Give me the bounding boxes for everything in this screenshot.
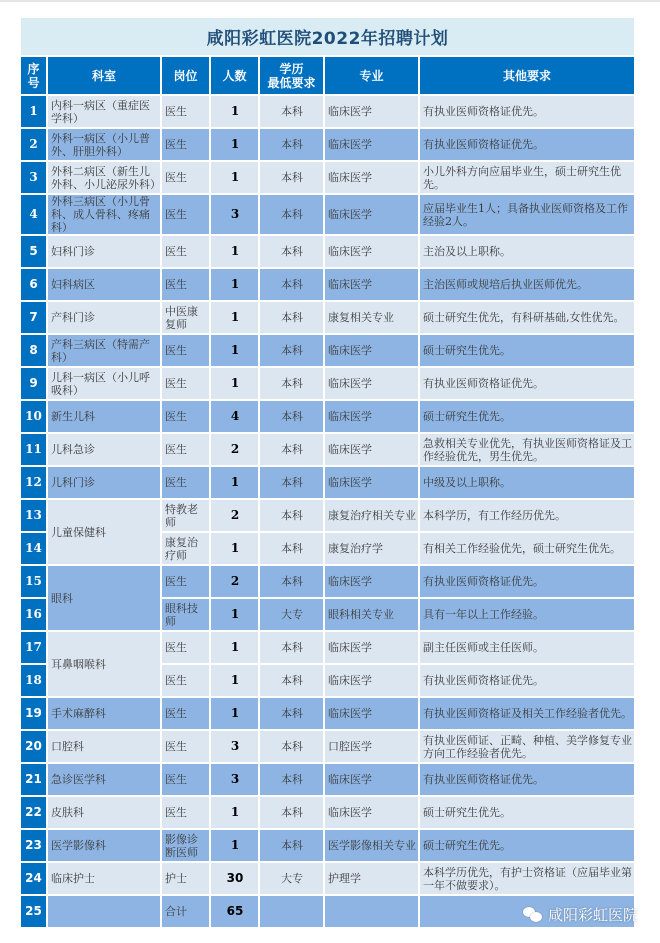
cell-count: 1 [211, 162, 258, 193]
cell-post: 护士 [162, 863, 209, 894]
row-index: 18 [21, 665, 46, 696]
table-row [21, 764, 634, 795]
cell-post: 医生 [162, 467, 209, 498]
cell-major: 临床医学 [325, 698, 418, 729]
header-edu-line2: 最低要求 [267, 75, 316, 90]
cell-other: 有相关工作经验优先，硕士研究生优先。 [420, 533, 634, 564]
cell-other: 具有一年以上工作经验。 [420, 599, 634, 630]
table-row [21, 863, 634, 894]
cell-other: 有执业医师资格证优先。 [420, 566, 634, 597]
cell-edu: 本科 [260, 632, 323, 663]
cell-other: 有执业医师资格证优先。 [420, 96, 634, 127]
cell-dept: 外科三病区（小儿骨科、成人骨科、疼痛科） [48, 195, 160, 234]
row-index: 2 [21, 129, 46, 160]
recruitment-plan-sheet [21, 18, 634, 929]
cell-dept: 产科门诊 [48, 302, 160, 333]
cell-edu: 本科 [260, 236, 323, 267]
cell-edu: 本科 [260, 665, 323, 696]
cell-post: 医生 [162, 96, 209, 127]
row-index: 12 [21, 467, 46, 498]
cell-count: 1 [211, 129, 258, 160]
row-index: 20 [21, 731, 46, 762]
cell-dept: 产科三病区（特需产科） [48, 335, 160, 366]
header-major: 专业 [325, 57, 418, 94]
cell-other: 小儿外科方向应届毕业生，硕士研究生优先。 [420, 162, 634, 193]
table-row [21, 698, 634, 729]
cell-post: 医生 [162, 335, 209, 366]
header-dept: 科室 [48, 57, 160, 94]
row-index: 10 [21, 401, 46, 432]
cell-edu: 本科 [260, 368, 323, 399]
row-index: 9 [21, 368, 46, 399]
header-post: 岗位 [162, 57, 209, 94]
cell-dept: 外科一病区（小儿普外、肝胆外科） [48, 129, 160, 160]
cell-post: 医生 [162, 162, 209, 193]
cell-other: 有执业医师资格证优先。 [420, 129, 634, 160]
cell-dept: 医学影像科 [48, 830, 160, 861]
row-index: 25 [21, 896, 46, 927]
cell-count: 1 [211, 632, 258, 663]
cell-major: 临床医学 [325, 434, 418, 465]
table-row [21, 434, 634, 465]
cell-edu: 本科 [260, 195, 323, 234]
cell-major: 康复相关专业 [325, 302, 418, 333]
cell-dept: 儿科门诊 [48, 467, 160, 498]
cell-post: 影像诊断医师 [162, 830, 209, 861]
cell-dept: 妇科病区 [48, 269, 160, 300]
cell-major: 临床医学 [325, 96, 418, 127]
cell-count: 1 [211, 335, 258, 366]
cell-major: 临床医学 [325, 195, 418, 234]
table-row [21, 96, 634, 127]
cell-count: 3 [211, 731, 258, 762]
row-index: 16 [21, 599, 46, 630]
wechat-icon [523, 907, 543, 923]
row-index: 3 [21, 162, 46, 193]
cell-major: 眼科相关专业 [325, 599, 418, 630]
cell-count: 1 [211, 665, 258, 696]
recruitment-table [19, 55, 636, 929]
cell-major: 临床医学 [325, 632, 418, 663]
table-row [21, 401, 634, 432]
cell-edu: 本科 [260, 830, 323, 861]
cell-edu: 本科 [260, 401, 323, 432]
cell-count: 1 [211, 467, 258, 498]
cell-major [325, 896, 418, 927]
cell-post: 中医康复师 [162, 302, 209, 333]
cell-dept: 新生儿科 [48, 401, 160, 432]
cell-major: 临床医学 [325, 401, 418, 432]
cell-other: 硕士研究生优先。 [420, 401, 634, 432]
cell-major: 临床医学 [325, 269, 418, 300]
cell-post: 医生 [162, 269, 209, 300]
cell-count: 2 [211, 566, 258, 597]
cell-count: 1 [211, 830, 258, 861]
cell-post: 医生 [162, 764, 209, 795]
cell-post: 医生 [162, 797, 209, 828]
cell-major: 口腔医学 [325, 731, 418, 762]
cell-other: 有执业医师资格证优先。 [420, 665, 634, 696]
cell-post: 医生 [162, 566, 209, 597]
cell-edu: 大专 [260, 599, 323, 630]
table-row [21, 566, 634, 597]
cell-major: 临床医学 [325, 335, 418, 366]
cell-count: 30 [211, 863, 258, 894]
cell-edu: 本科 [260, 566, 323, 597]
row-index: 15 [21, 566, 46, 597]
table-row [21, 797, 634, 828]
cell-count: 2 [211, 434, 258, 465]
cell-edu [260, 896, 323, 927]
cell-count: 3 [211, 195, 258, 234]
table-row [21, 500, 634, 531]
cell-edu: 本科 [260, 500, 323, 531]
cell-dept: 口腔科 [48, 731, 160, 762]
table-row [21, 731, 634, 762]
table-row [21, 129, 634, 160]
total-label: 合计 [162, 896, 209, 927]
cell-other: 本科学历，有工作经历优先。 [420, 500, 634, 531]
row-index: 4 [21, 195, 46, 234]
cell-edu: 本科 [260, 162, 323, 193]
cell-count: 1 [211, 269, 258, 300]
total-count: 65 [211, 896, 258, 927]
cell-count: 1 [211, 96, 258, 127]
header-idx: 序号 [21, 57, 46, 94]
cell-other: 硕士研究生优先。 [420, 797, 634, 828]
cell-other: 硕士研究生优先。 [420, 830, 634, 861]
cell-edu: 本科 [260, 467, 323, 498]
row-index: 13 [21, 500, 46, 531]
row-index: 17 [21, 632, 46, 663]
cell-other: 有执业医师证、正畸、种植、美学修复专业方向工作经验者优先。 [420, 731, 634, 762]
cell-other: 中级及以上职称。 [420, 467, 634, 498]
cell-count: 2 [211, 500, 258, 531]
cell-other: 副主任医师或主任医师。 [420, 632, 634, 663]
cell-dept [48, 896, 160, 927]
cell-post: 眼科技师 [162, 599, 209, 630]
cell-dept: 儿童保健科 [48, 500, 160, 564]
cell-dept: 眼科 [48, 566, 160, 630]
row-index: 22 [21, 797, 46, 828]
cell-edu: 本科 [260, 335, 323, 366]
cell-other: 有执业医师资格证及相关工作经验者优先。 [420, 698, 634, 729]
cell-major: 临床医学 [325, 566, 418, 597]
cell-post: 医生 [162, 236, 209, 267]
table-row [21, 302, 634, 333]
row-index: 8 [21, 335, 46, 366]
cell-dept: 皮肤科 [48, 797, 160, 828]
table-row [21, 368, 634, 399]
cell-edu: 本科 [260, 797, 323, 828]
cell-edu: 本科 [260, 533, 323, 564]
cell-count: 1 [211, 599, 258, 630]
cell-dept: 临床护士 [48, 863, 160, 894]
page-title: 咸阳彩虹医院2022年招聘计划 [21, 18, 634, 55]
table-row [21, 830, 634, 861]
row-index: 11 [21, 434, 46, 465]
header-other: 其他要求 [420, 57, 634, 94]
table-row [21, 269, 634, 300]
cell-major: 临床医学 [325, 368, 418, 399]
cell-post: 医生 [162, 368, 209, 399]
cell-post: 医生 [162, 401, 209, 432]
watermark-text: 咸阳彩虹医院 [547, 906, 638, 924]
table-row [21, 162, 634, 193]
cell-edu: 本科 [260, 731, 323, 762]
cell-count: 1 [211, 797, 258, 828]
wechat-watermark [523, 904, 638, 925]
cell-major: 护理学 [325, 863, 418, 894]
cell-dept: 内科一病区（重症医学科） [48, 96, 160, 127]
cell-major: 临床医学 [325, 162, 418, 193]
row-index: 5 [21, 236, 46, 267]
cell-major: 临床医学 [325, 797, 418, 828]
cell-major: 临床医学 [325, 665, 418, 696]
table-header-row [21, 57, 634, 94]
cell-dept: 急诊医学科 [48, 764, 160, 795]
header-count: 人数 [211, 57, 258, 94]
cell-other: 有执业医师资格证优先。 [420, 764, 634, 795]
row-index: 1 [21, 96, 46, 127]
cell-dept: 手术麻醉科 [48, 698, 160, 729]
cell-dept: 儿科一病区（小儿呼吸科） [48, 368, 160, 399]
table-row [21, 632, 634, 663]
cell-other: 本科学历优先，有护士资格证（应届毕业第一年不做要求）。 [420, 863, 634, 894]
cell-edu: 本科 [260, 302, 323, 333]
cell-edu: 本科 [260, 434, 323, 465]
cell-edu: 本科 [260, 698, 323, 729]
cell-edu: 本科 [260, 129, 323, 160]
cell-other: 硕士研究生优先。 [420, 335, 634, 366]
cell-count: 4 [211, 401, 258, 432]
cell-count: 1 [211, 368, 258, 399]
cell-major: 临床医学 [325, 129, 418, 160]
row-index: 6 [21, 269, 46, 300]
cell-count: 1 [211, 533, 258, 564]
cell-major: 康复治疗相关专业 [325, 500, 418, 531]
cell-count: 1 [211, 698, 258, 729]
cell-major: 临床医学 [325, 764, 418, 795]
row-index: 19 [21, 698, 46, 729]
row-index: 14 [21, 533, 46, 564]
cell-count: 1 [211, 236, 258, 267]
cell-post: 医生 [162, 632, 209, 663]
row-index: 7 [21, 302, 46, 333]
row-index: 21 [21, 764, 46, 795]
cell-post: 医生 [162, 665, 209, 696]
cell-other: 有执业医师资格证优先。 [420, 368, 634, 399]
cell-post: 医生 [162, 129, 209, 160]
cell-dept: 耳鼻咽喉科 [48, 632, 160, 696]
cell-post: 特教老师 [162, 500, 209, 531]
cell-post: 医生 [162, 434, 209, 465]
header-edu [260, 57, 323, 94]
cell-edu: 本科 [260, 269, 323, 300]
cell-count: 3 [211, 764, 258, 795]
table-row [21, 335, 634, 366]
cell-other: 硕士研究生优先，有科研基础,女性优先。 [420, 302, 634, 333]
cell-post: 医生 [162, 698, 209, 729]
cell-major: 医学影像相关专业 [325, 830, 418, 861]
table-row [21, 467, 634, 498]
cell-count: 1 [211, 302, 258, 333]
top-divider [0, 0, 660, 2]
cell-other: 主治医师或规培后执业医师优先。 [420, 269, 634, 300]
cell-post: 医生 [162, 731, 209, 762]
cell-edu: 本科 [260, 764, 323, 795]
row-index: 24 [21, 863, 46, 894]
cell-edu: 大专 [260, 863, 323, 894]
row-index: 23 [21, 830, 46, 861]
cell-post: 康复治疗师 [162, 533, 209, 564]
cell-dept: 外科二病区（新生儿外科、小儿泌尿外科） [48, 162, 160, 193]
cell-major: 临床医学 [325, 467, 418, 498]
cell-post: 医生 [162, 195, 209, 234]
table-row [21, 236, 634, 267]
cell-dept: 妇科门诊 [48, 236, 160, 267]
cell-dept: 儿科急诊 [48, 434, 160, 465]
cell-other: 急救相关专业优先，有执业医师资格证及工作经验优先，男生优先。 [420, 434, 634, 465]
cell-edu: 本科 [260, 96, 323, 127]
table-row [21, 195, 634, 234]
cell-other: 主治及以上职称。 [420, 236, 634, 267]
cell-major: 康复治疗学 [325, 533, 418, 564]
cell-major: 临床医学 [325, 236, 418, 267]
cell-other: 应届毕业生1人；具备执业医师资格及工作经验2人。 [420, 195, 634, 234]
header-edu-line1: 学历 [279, 61, 304, 76]
